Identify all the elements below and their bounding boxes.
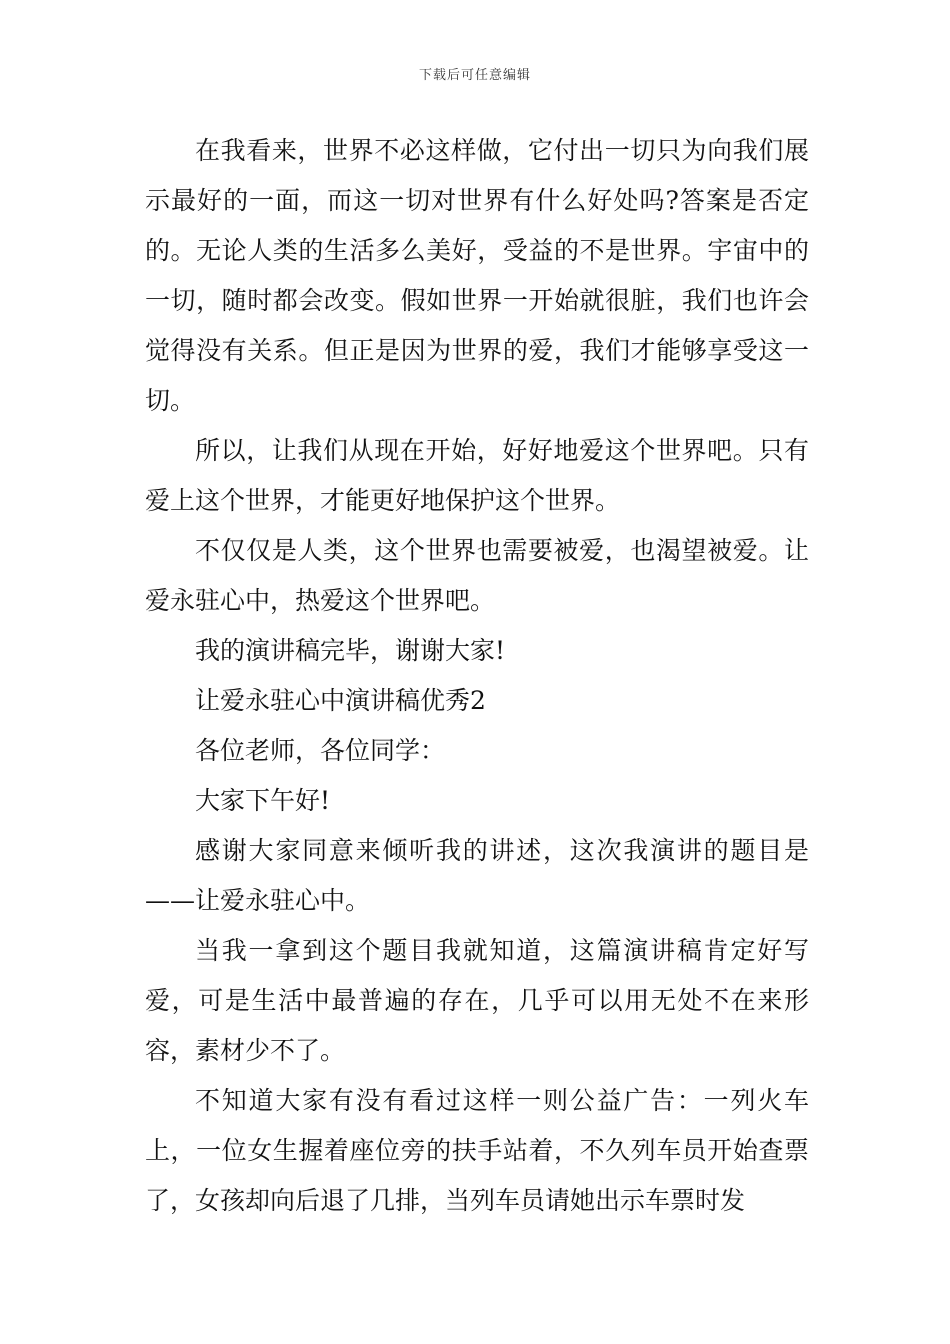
paragraph: 不仅仅是人类，这个世界也需要被爱，也渴望被爱。让爱永驻心中，热爱这个世界吧。 <box>145 536 809 615</box>
paragraph: 不知道大家有没有看过这样一则公益广告：一列火车上，一位女生握着座位旁的扶手站着，不久列车员开始查票了，女孩却向后退了几排，当列车员请她出示车票时发 <box>145 1086 809 1215</box>
paragraph: 所以，让我们从现在开始，好好地爱这个世界吧。只有爱上这个世界，才能更好地保护这个世界。 <box>145 436 809 515</box>
header-note: 下载后可任意编辑 <box>418 68 531 83</box>
salutation: 各位老师，各位同学： <box>195 736 446 765</box>
document-body <box>145 126 809 1226</box>
paragraph: 当我一拿到这个题目我就知道，这篇演讲稿肯定好写爱，可是生活中最普遍的存在，几乎可以用无处不在来形容，素材少不了。 <box>145 936 809 1065</box>
greeting: 大家下午好! <box>195 786 331 815</box>
paragraph: 在我看来，世界不必这样做，它付出一切只为向我们展示最好的一面，而这一切对世界有什么好处吗?答案是否定的。无论人类的生活多么美好，受益的不是世界。宇宙中的一切，随时都会改变。假如世界一开始就很脏，我们也许会觉得没有关系。但正是因为世界的爱，我们才能够享受这一切。 <box>145 136 809 415</box>
section-title: 让爱永驻心中演讲稿优秀2 <box>195 686 486 715</box>
paragraph: 我的演讲稿完毕，谢谢大家! <box>195 636 506 665</box>
paragraph: 感谢大家同意来倾听我的讲述，这次我演讲的题目是——让爱永驻心中。 <box>145 836 809 915</box>
